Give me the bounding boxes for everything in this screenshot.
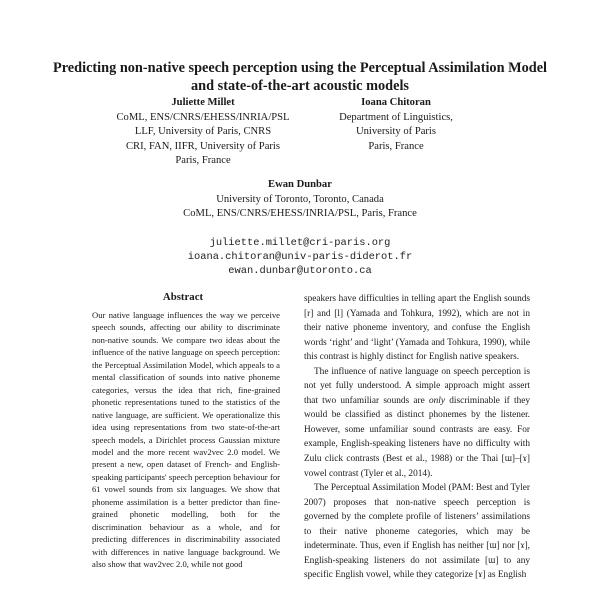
abstract-text: Our native language influences the way we perceive speech sounds, affecting our ability to discriminate non-native sounds. We compare two ideas about the influence of the native language on speech perception: the Perceptual Assimilation Model, which appeals to a mental classification of sounds into native phoneme categories, versus the idea that rich, fine-grained phonetic representations tuned to the statistics of the native language, are sufficient. We operationalize this idea using representations from two state-of-the-art speech models, a Dirichlet process Gaussian mixture model and the more recent wav2vec 2.0 model. We present a new, open dataset of French- and English-speaking participants' speech perception behaviour for 61 vowel sounds from six languages. We show that phoneme assimilation is a better predictor than fine-grained phonetic modelling, both for the discrimination behaviour as a whole, and for predicting differences in discriminability associated with differences in native language background. We also show that wav2vec 2.0, while not good xyxy=(92,310,280,570)
author-affiliation: CoML, ENS/CNRS/EHESS/INRIA/PSL xyxy=(116,111,290,123)
body-paragraph xyxy=(304,365,530,481)
paragraph-text: The influence of native language on speech perception is not yet fully understood. A simple approach might assert that two unfamiliar sounds are xyxy=(304,366,530,406)
author-name: Ewan Dunbar xyxy=(268,179,332,190)
email-link[interactable]: ioana.chitoran@univ-paris-diderot.fr xyxy=(187,251,413,264)
author-emails xyxy=(100,236,500,279)
abstract-heading: Abstract xyxy=(162,291,204,303)
paper-title: Predicting non-native speech perception using the Perceptual Assimilation Model and state-of-the-art acoustic models xyxy=(52,60,548,94)
emphasis-text: only xyxy=(428,395,445,406)
email-link[interactable]: ewan.dunbar@utoronto.ca xyxy=(228,265,372,278)
body-column-right xyxy=(304,292,530,583)
author-name: Ioana Chitoran xyxy=(361,97,431,108)
author-affiliation: Department of Linguistics, xyxy=(339,111,453,123)
author-block-1 xyxy=(98,96,308,169)
body-paragraph: The Perceptual Assimilation Model (PAM: Best and Tyler 2007) proposes that non-native speech perception is governed by the complete profile of listeners’ assimilations to their native phoneme categories, which may be indeterminate. Thus, even if English has neither [ɯ] nor [ɤ], English-speaking listeners do not assimilate [ɯ] to any specific English vowel, while they categorize [ɤ] as English xyxy=(304,483,530,581)
author-affiliation: CoML, ENS/CNRS/EHESS/INRIA/PSL, Paris, France xyxy=(183,208,417,220)
paragraph-text: discriminable if they would be classified as distinct phonemes by the listener. However, some unfamiliar sound contrasts are easy. For example, English-speaking listeners have no difficulty with Zulu click contrasts (Best et al., 1988) or the Thai [ɯ]–[ɤ] vowel contrast (Tyler et al., 2014). xyxy=(304,395,531,479)
author-block-3 xyxy=(150,178,450,222)
author-affiliation: University of Toronto, Toronto, Canada xyxy=(216,193,384,205)
author-affiliation: CRI, FAN, IIFR, University of Paris xyxy=(125,140,280,152)
author-affiliation: Paris, France xyxy=(175,155,231,167)
body-paragraph: speakers have difficulties in telling apart the English sounds [r] and [l] (Yamada and Tohkura, 1992), which are not in their native phoneme inventory, and confuse the English words ‘right’ and ‘light’ (Yamada and Tohkura, 1990), while this contrast is highly distinct for English native speakers. xyxy=(304,294,530,363)
author-affiliation: Paris, France xyxy=(368,140,424,152)
author-affiliation: University of Paris xyxy=(355,126,437,138)
email-link[interactable]: juliette.millet@cri-paris.org xyxy=(209,237,391,249)
author-affiliation: LLF, University of Paris, CNRS xyxy=(134,126,272,138)
author-name: Juliette Millet xyxy=(171,97,235,108)
author-block-2 xyxy=(312,96,480,154)
